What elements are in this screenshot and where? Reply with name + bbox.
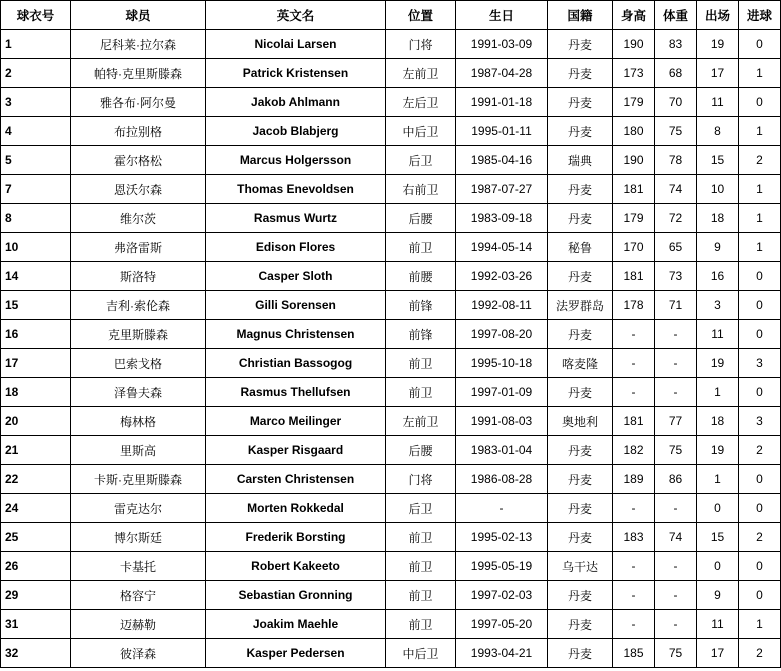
- cell-player-name: 格容宁: [71, 581, 206, 610]
- cell-shirt-number: 32: [1, 639, 71, 668]
- cell-english-name: Morten Rokkedal: [206, 494, 386, 523]
- cell-goals: 3: [739, 349, 781, 378]
- cell-player-name: 彼泽森: [71, 639, 206, 668]
- cell-position: 左前卫: [386, 59, 456, 88]
- cell-goals: 0: [739, 320, 781, 349]
- header-shirt-number: 球衣号: [1, 1, 71, 30]
- cell-english-name: Magnus Christensen: [206, 320, 386, 349]
- cell-shirt-number: 2: [1, 59, 71, 88]
- table-row: [1, 552, 781, 581]
- cell-weight: 73: [655, 262, 697, 291]
- cell-english-name: Kasper Pedersen: [206, 639, 386, 668]
- cell-goals: 0: [739, 30, 781, 59]
- cell-height: -: [613, 494, 655, 523]
- cell-player-name: 吉利·索伦森: [71, 291, 206, 320]
- cell-position: 后腰: [386, 436, 456, 465]
- cell-height: -: [613, 552, 655, 581]
- cell-height: -: [613, 320, 655, 349]
- cell-shirt-number: 26: [1, 552, 71, 581]
- cell-player-name: 霍尔格松: [71, 146, 206, 175]
- cell-nationality: 丹麦: [548, 204, 613, 233]
- cell-appearances: 10: [697, 175, 739, 204]
- header-goals: 进球: [739, 1, 781, 30]
- cell-player-name: 维尔茨: [71, 204, 206, 233]
- cell-weight: 83: [655, 30, 697, 59]
- cell-birthday: 1997-08-20: [456, 320, 548, 349]
- cell-weight: 68: [655, 59, 697, 88]
- cell-weight: 75: [655, 436, 697, 465]
- cell-english-name: Marcus Holgersson: [206, 146, 386, 175]
- cell-weight: -: [655, 378, 697, 407]
- cell-position: 前锋: [386, 320, 456, 349]
- cell-goals: 1: [739, 610, 781, 639]
- table-header-row: [1, 1, 781, 30]
- cell-goals: 2: [739, 146, 781, 175]
- cell-goals: 0: [739, 581, 781, 610]
- cell-english-name: Casper Sloth: [206, 262, 386, 291]
- cell-appearances: 11: [697, 320, 739, 349]
- cell-shirt-number: 21: [1, 436, 71, 465]
- cell-weight: -: [655, 320, 697, 349]
- cell-birthday: 1983-09-18: [456, 204, 548, 233]
- cell-player-name: 梅林格: [71, 407, 206, 436]
- cell-player-name: 弗洛雷斯: [71, 233, 206, 262]
- cell-weight: -: [655, 610, 697, 639]
- cell-appearances: 17: [697, 639, 739, 668]
- cell-english-name: Jakob Ahlmann: [206, 88, 386, 117]
- cell-position: 后腰: [386, 204, 456, 233]
- cell-english-name: Nicolai Larsen: [206, 30, 386, 59]
- cell-player-name: 卡斯·克里斯滕森: [71, 465, 206, 494]
- cell-position: 左前卫: [386, 407, 456, 436]
- cell-goals: 1: [739, 204, 781, 233]
- cell-english-name: Patrick Kristensen: [206, 59, 386, 88]
- cell-nationality: 丹麦: [548, 175, 613, 204]
- cell-weight: 77: [655, 407, 697, 436]
- table-row: [1, 291, 781, 320]
- cell-shirt-number: 16: [1, 320, 71, 349]
- table-row: [1, 581, 781, 610]
- table-row: [1, 320, 781, 349]
- cell-nationality: 丹麦: [548, 639, 613, 668]
- cell-height: 183: [613, 523, 655, 552]
- cell-goals: 0: [739, 378, 781, 407]
- cell-position: 后卫: [386, 146, 456, 175]
- cell-height: -: [613, 581, 655, 610]
- table-row: [1, 30, 781, 59]
- cell-goals: 0: [739, 465, 781, 494]
- table-row: [1, 436, 781, 465]
- cell-nationality: 丹麦: [548, 378, 613, 407]
- cell-english-name: Sebastian Gronning: [206, 581, 386, 610]
- cell-player-name: 卡基托: [71, 552, 206, 581]
- cell-goals: 1: [739, 59, 781, 88]
- cell-birthday: 1983-01-04: [456, 436, 548, 465]
- cell-nationality: 奥地利: [548, 407, 613, 436]
- cell-weight: 72: [655, 204, 697, 233]
- cell-shirt-number: 7: [1, 175, 71, 204]
- cell-player-name: 斯洛特: [71, 262, 206, 291]
- cell-position: 前卫: [386, 233, 456, 262]
- cell-english-name: Kasper Risgaard: [206, 436, 386, 465]
- cell-appearances: 0: [697, 494, 739, 523]
- header-appearances: 出场: [697, 1, 739, 30]
- cell-english-name: Carsten Christensen: [206, 465, 386, 494]
- cell-weight: 75: [655, 117, 697, 146]
- cell-position: 前锋: [386, 291, 456, 320]
- cell-shirt-number: 10: [1, 233, 71, 262]
- cell-goals: 0: [739, 291, 781, 320]
- table-row: [1, 204, 781, 233]
- cell-nationality: 丹麦: [548, 88, 613, 117]
- cell-appearances: 15: [697, 146, 739, 175]
- cell-english-name: Christian Bassogog: [206, 349, 386, 378]
- header-nationality: 国籍: [548, 1, 613, 30]
- cell-shirt-number: 18: [1, 378, 71, 407]
- cell-shirt-number: 31: [1, 610, 71, 639]
- cell-birthday: 1987-04-28: [456, 59, 548, 88]
- cell-position: 门将: [386, 30, 456, 59]
- cell-nationality: 丹麦: [548, 523, 613, 552]
- cell-height: 173: [613, 59, 655, 88]
- cell-player-name: 巴索戈格: [71, 349, 206, 378]
- cell-height: 179: [613, 204, 655, 233]
- table-row: [1, 262, 781, 291]
- cell-height: -: [613, 610, 655, 639]
- cell-goals: 1: [739, 175, 781, 204]
- table-row: [1, 610, 781, 639]
- header-weight: 体重: [655, 1, 697, 30]
- cell-nationality: 瑞典: [548, 146, 613, 175]
- table-row: [1, 494, 781, 523]
- table-row: [1, 88, 781, 117]
- cell-position: 前卫: [386, 349, 456, 378]
- cell-height: 181: [613, 175, 655, 204]
- cell-appearances: 8: [697, 117, 739, 146]
- cell-appearances: 18: [697, 407, 739, 436]
- cell-english-name: Robert Kakeeto: [206, 552, 386, 581]
- cell-position: 中后卫: [386, 117, 456, 146]
- cell-shirt-number: 4: [1, 117, 71, 146]
- cell-birthday: 1995-10-18: [456, 349, 548, 378]
- cell-height: 181: [613, 407, 655, 436]
- cell-position: 左后卫: [386, 88, 456, 117]
- cell-weight: 75: [655, 639, 697, 668]
- cell-appearances: 15: [697, 523, 739, 552]
- table-row: [1, 233, 781, 262]
- cell-weight: 78: [655, 146, 697, 175]
- cell-nationality: 秘鲁: [548, 233, 613, 262]
- cell-shirt-number: 24: [1, 494, 71, 523]
- cell-height: 178: [613, 291, 655, 320]
- cell-weight: -: [655, 552, 697, 581]
- cell-height: 182: [613, 436, 655, 465]
- cell-player-name: 雅各布·阿尔曼: [71, 88, 206, 117]
- cell-nationality: 喀麦隆: [548, 349, 613, 378]
- cell-shirt-number: 22: [1, 465, 71, 494]
- cell-position: 前卫: [386, 523, 456, 552]
- cell-english-name: Edison Flores: [206, 233, 386, 262]
- cell-weight: 74: [655, 523, 697, 552]
- cell-player-name: 里斯高: [71, 436, 206, 465]
- table-row: [1, 175, 781, 204]
- cell-shirt-number: 5: [1, 146, 71, 175]
- cell-nationality: 丹麦: [548, 581, 613, 610]
- cell-height: 180: [613, 117, 655, 146]
- cell-birthday: 1992-08-11: [456, 291, 548, 320]
- table-row: [1, 465, 781, 494]
- cell-birthday: 1994-05-14: [456, 233, 548, 262]
- cell-position: 后卫: [386, 494, 456, 523]
- cell-player-name: 克里斯滕森: [71, 320, 206, 349]
- cell-birthday: 1995-01-11: [456, 117, 548, 146]
- header-position: 位置: [386, 1, 456, 30]
- cell-height: 185: [613, 639, 655, 668]
- cell-goals: 3: [739, 407, 781, 436]
- cell-weight: 70: [655, 88, 697, 117]
- cell-birthday: 1991-03-09: [456, 30, 548, 59]
- cell-player-name: 泽鲁夫森: [71, 378, 206, 407]
- table-row: [1, 639, 781, 668]
- cell-english-name: Frederik Borsting: [206, 523, 386, 552]
- cell-nationality: 丹麦: [548, 117, 613, 146]
- cell-birthday: 1985-04-16: [456, 146, 548, 175]
- cell-goals: 0: [739, 494, 781, 523]
- cell-player-name: 恩沃尔森: [71, 175, 206, 204]
- cell-shirt-number: 20: [1, 407, 71, 436]
- cell-birthday: 1997-05-20: [456, 610, 548, 639]
- cell-player-name: 博尔斯廷: [71, 523, 206, 552]
- cell-position: 前卫: [386, 581, 456, 610]
- cell-birthday: 1993-04-21: [456, 639, 548, 668]
- cell-position: 前卫: [386, 378, 456, 407]
- cell-nationality: 丹麦: [548, 465, 613, 494]
- cell-appearances: 1: [697, 378, 739, 407]
- cell-position: 前卫: [386, 552, 456, 581]
- cell-appearances: 19: [697, 349, 739, 378]
- table-row: [1, 407, 781, 436]
- header-english-name: 英文名: [206, 1, 386, 30]
- cell-player-name: 尼科莱·拉尔森: [71, 30, 206, 59]
- table-row: [1, 59, 781, 88]
- cell-weight: -: [655, 349, 697, 378]
- cell-weight: 74: [655, 175, 697, 204]
- header-height: 身高: [613, 1, 655, 30]
- table-row: [1, 117, 781, 146]
- cell-goals: 0: [739, 552, 781, 581]
- cell-birthday: 1991-01-18: [456, 88, 548, 117]
- cell-goals: 2: [739, 436, 781, 465]
- cell-appearances: 17: [697, 59, 739, 88]
- cell-position: 门将: [386, 465, 456, 494]
- cell-height: -: [613, 378, 655, 407]
- table-row: [1, 349, 781, 378]
- cell-height: 190: [613, 146, 655, 175]
- table-row: [1, 146, 781, 175]
- cell-birthday: 1997-02-03: [456, 581, 548, 610]
- cell-nationality: 丹麦: [548, 436, 613, 465]
- cell-nationality: 法罗群岛: [548, 291, 613, 320]
- cell-english-name: Rasmus Thellufsen: [206, 378, 386, 407]
- cell-shirt-number: 8: [1, 204, 71, 233]
- cell-goals: 1: [739, 117, 781, 146]
- cell-shirt-number: 29: [1, 581, 71, 610]
- cell-player-name: 雷克达尔: [71, 494, 206, 523]
- cell-english-name: Joakim Maehle: [206, 610, 386, 639]
- cell-english-name: Marco Meilinger: [206, 407, 386, 436]
- cell-appearances: 3: [697, 291, 739, 320]
- cell-shirt-number: 15: [1, 291, 71, 320]
- cell-position: 前腰: [386, 262, 456, 291]
- cell-nationality: 丹麦: [548, 262, 613, 291]
- cell-birthday: 1995-02-13: [456, 523, 548, 552]
- cell-appearances: 9: [697, 233, 739, 262]
- cell-birthday: 1995-05-19: [456, 552, 548, 581]
- cell-player-name: 帕特·克里斯滕森: [71, 59, 206, 88]
- cell-english-name: Jacob Blabjerg: [206, 117, 386, 146]
- table-row: [1, 523, 781, 552]
- cell-height: 190: [613, 30, 655, 59]
- header-birthday: 生日: [456, 1, 548, 30]
- cell-nationality: 丹麦: [548, 610, 613, 639]
- cell-shirt-number: 17: [1, 349, 71, 378]
- cell-birthday: 1991-08-03: [456, 407, 548, 436]
- cell-weight: 71: [655, 291, 697, 320]
- cell-height: 189: [613, 465, 655, 494]
- cell-nationality: 丹麦: [548, 30, 613, 59]
- cell-goals: 2: [739, 523, 781, 552]
- cell-nationality: 丹麦: [548, 320, 613, 349]
- cell-appearances: 18: [697, 204, 739, 233]
- cell-player-name: 迈赫勒: [71, 610, 206, 639]
- cell-goals: 0: [739, 262, 781, 291]
- cell-position: 中后卫: [386, 639, 456, 668]
- cell-appearances: 19: [697, 436, 739, 465]
- cell-appearances: 11: [697, 610, 739, 639]
- cell-weight: 65: [655, 233, 697, 262]
- cell-nationality: 乌干达: [548, 552, 613, 581]
- cell-appearances: 19: [697, 30, 739, 59]
- cell-birthday: 1987-07-27: [456, 175, 548, 204]
- cell-weight: 86: [655, 465, 697, 494]
- cell-birthday: 1992-03-26: [456, 262, 548, 291]
- cell-appearances: 0: [697, 552, 739, 581]
- cell-birthday: 1997-01-09: [456, 378, 548, 407]
- cell-shirt-number: 14: [1, 262, 71, 291]
- cell-nationality: 丹麦: [548, 59, 613, 88]
- cell-goals: 2: [739, 639, 781, 668]
- cell-height: 170: [613, 233, 655, 262]
- cell-shirt-number: 3: [1, 88, 71, 117]
- cell-english-name: Rasmus Wurtz: [206, 204, 386, 233]
- cell-weight: -: [655, 494, 697, 523]
- cell-appearances: 9: [697, 581, 739, 610]
- cell-goals: 0: [739, 88, 781, 117]
- cell-position: 右前卫: [386, 175, 456, 204]
- cell-height: 181: [613, 262, 655, 291]
- cell-english-name: Thomas Enevoldsen: [206, 175, 386, 204]
- table-row: [1, 378, 781, 407]
- cell-position: 前卫: [386, 610, 456, 639]
- cell-shirt-number: 25: [1, 523, 71, 552]
- cell-height: 179: [613, 88, 655, 117]
- cell-birthday: -: [456, 494, 548, 523]
- cell-english-name: Gilli Sorensen: [206, 291, 386, 320]
- cell-appearances: 1: [697, 465, 739, 494]
- cell-shirt-number: 1: [1, 30, 71, 59]
- cell-appearances: 11: [697, 88, 739, 117]
- cell-appearances: 16: [697, 262, 739, 291]
- header-player-name: 球员: [71, 1, 206, 30]
- cell-nationality: 丹麦: [548, 494, 613, 523]
- cell-birthday: 1986-08-28: [456, 465, 548, 494]
- cell-height: -: [613, 349, 655, 378]
- cell-player-name: 布拉别格: [71, 117, 206, 146]
- cell-weight: -: [655, 581, 697, 610]
- cell-goals: 1: [739, 233, 781, 262]
